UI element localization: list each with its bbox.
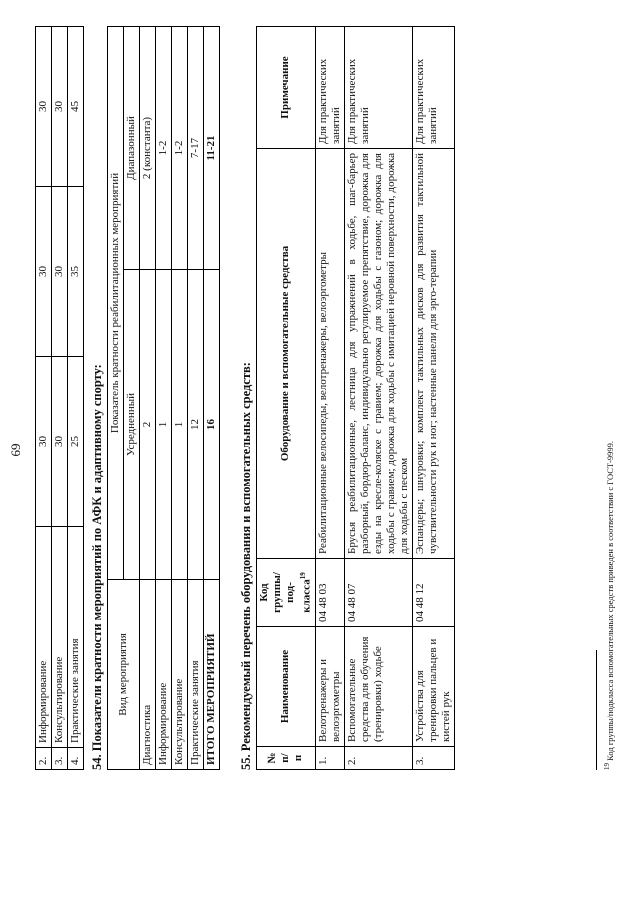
row-name: Диагностика: [140, 580, 156, 770]
row-range: 2 (константа): [140, 27, 156, 270]
table-row: [156, 27, 172, 770]
row-average: 1: [156, 270, 172, 580]
row-equipment: Эспандеры; шнуровки; комплект тактильных дисков для развития тактильной чувствительности рук и ног; настенные панели для эрго-терапии: [412, 149, 454, 559]
row-value: 30: [52, 187, 68, 357]
table-row: [172, 27, 188, 770]
table-row: [412, 27, 454, 770]
table-row: [140, 27, 156, 770]
footnote-reference: 19: [299, 572, 307, 580]
table-row: [315, 27, 344, 770]
row-value: 30: [36, 357, 52, 527]
header-note: Примечание: [257, 27, 316, 149]
section-55-heading: 55. Рекомендуемый перечень оборудования и вспомогательных средств:: [239, 362, 253, 770]
header-code: [257, 559, 316, 627]
table-row: [344, 27, 412, 770]
header-range: Диапазонный: [124, 27, 140, 270]
row-equipment: Брусья реабилитационные, лестница для упражнений в ходьбе, шаг-барьер разборный, бордюр-баланс, индивидуально регулируемое препятствие, дорожка для езды на кресле-коляске с гравием; дорожка для ходьбы с газоном; дорожка для ходьбы с гравием; дорожка для ходьбы с имитацией неровной поверхности, дорожка для ходьбы с песком: [344, 149, 412, 559]
row-note: Для практических занятий: [315, 27, 344, 149]
table-row: [68, 27, 84, 770]
table-row: [188, 27, 204, 770]
row-code: 04 48 07: [344, 559, 412, 627]
footnote-mark: 19: [603, 763, 611, 770]
section-54-heading: 54. Показатели кратности мероприятий по АФК и адаптивному спорту:: [90, 364, 104, 770]
row-range: 1-2: [156, 27, 172, 270]
footnote-separator: [596, 650, 597, 770]
row-average: 2: [140, 270, 156, 580]
row-number: 1.: [315, 747, 344, 770]
footnote: [603, 441, 615, 770]
row-number: 4.: [68, 748, 84, 770]
row-name: Велотренажеры и велоэргометры: [315, 627, 344, 747]
header-kind: Вид мероприятия: [108, 580, 140, 770]
row-number: 3.: [412, 747, 454, 770]
row-note: Для практических занятий: [344, 27, 412, 149]
row-value: 35: [68, 187, 84, 357]
table-row: [36, 27, 52, 770]
multiplicity-table: [107, 26, 220, 770]
row-number: 3.: [52, 748, 68, 770]
equipment-table: [256, 26, 455, 770]
row-name: Практические занятия: [188, 580, 204, 770]
header-code-label: Код группы/под-класса: [258, 572, 313, 613]
row-range: 1-2: [172, 27, 188, 270]
row-code: 04 48 03: [315, 559, 344, 627]
row-name: Информирование: [156, 580, 172, 770]
table-row-total: [204, 27, 220, 770]
row-average: 1: [172, 270, 188, 580]
row-name: Практические занятия: [68, 527, 84, 748]
row-number: 2.: [36, 748, 52, 770]
row-name: Консультирование: [52, 527, 68, 748]
row-name: Устройства для тренировки пальцев и кистей рук: [412, 627, 454, 747]
row-average: 12: [188, 270, 204, 580]
header-equipment: Оборудование и вспомогательные средства: [257, 149, 316, 559]
row-number: 2.: [344, 747, 412, 770]
row-note: Для практических занятий: [412, 27, 454, 149]
row-average: 16: [204, 270, 220, 580]
row-name: Вспомогательные средства для обучения (тренировки) ходьбе: [344, 627, 412, 747]
continuation-table: [35, 26, 84, 770]
row-equipment: Реабилитационные велосипеды, велотренажеры, велоэргометры: [315, 149, 344, 559]
header-number: № п/п: [257, 747, 316, 770]
row-value: 30: [52, 27, 68, 187]
page-number: 69: [8, 443, 23, 457]
row-value: 30: [36, 27, 52, 187]
row-name: ИТОГО МЕРОПРИЯТИЙ: [204, 580, 220, 770]
table-row: [52, 27, 68, 770]
row-value: 45: [68, 27, 84, 187]
header-name: Наименование: [257, 627, 316, 747]
row-range: 7-17: [188, 27, 204, 270]
row-code: 04 48 12: [412, 559, 454, 627]
header-group: Показатель кратности реабилитационных мероприятий: [108, 27, 124, 580]
header-average: Усредненный: [124, 270, 140, 580]
footnote-text: Код группы/подкласса вспомогательных средств приведен в соответствии с ГОСТ-9999.: [604, 440, 615, 761]
row-range: 11-21: [204, 27, 220, 270]
row-name: Консультирование: [172, 580, 188, 770]
row-value: 30: [52, 357, 68, 527]
row-value: 25: [68, 357, 84, 527]
row-value: 30: [36, 187, 52, 357]
row-name: Информирование: [36, 527, 52, 748]
